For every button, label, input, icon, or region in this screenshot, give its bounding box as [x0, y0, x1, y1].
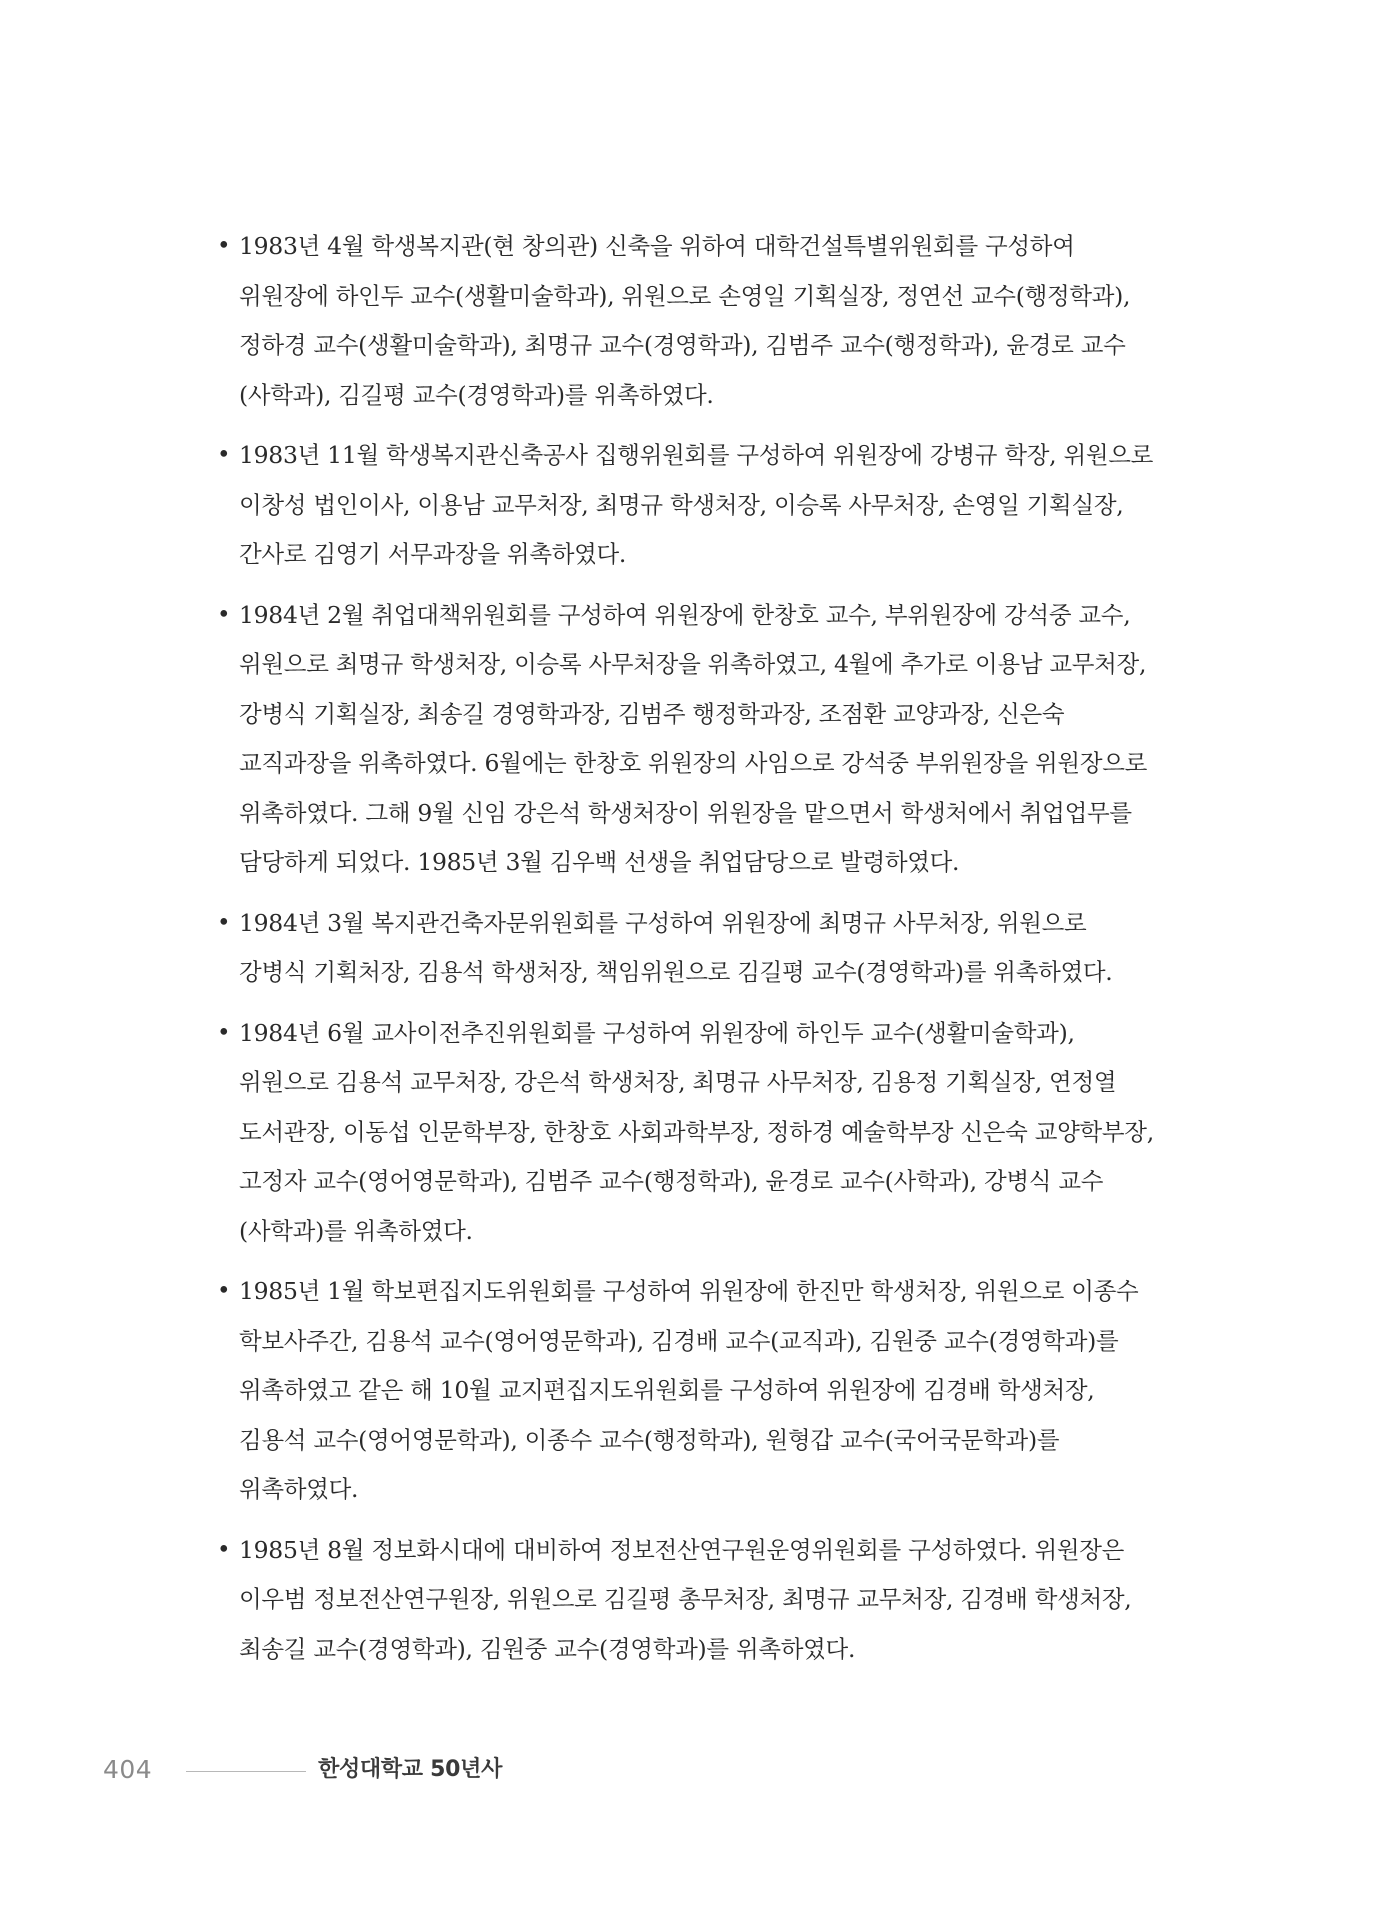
paragraph-text: 1985년 8월 정보화시대에 대비하여 정보전산연구원운영위원회를 구성하였다. 위원장은 이우범 정보전산연구원장, 위원으로 김길평 총무처장, 최명규 교무처장, 김경배 학생처장, 최송길 교수(경영학과), 김원중 교수(경영학과)를 위촉하였다.: [239, 1535, 1132, 1663]
list-item: [217, 899, 1155, 998]
document-body: [217, 222, 1155, 1685]
bullet-icon: •: [217, 909, 231, 936]
bullet-icon: •: [217, 601, 231, 628]
paragraph-text: 1984년 6월 교사이전추진위원회를 구성하여 위원장에 하인두 교수(생활미술학과), 위원으로 김용석 교무처장, 강은석 학생처장, 최명규 사무처장, 김용정 기획실장, 연정열 도서관장, 이동섭 인문학부장, 한창호 사회과학부장, 정하경 예술학부장 신은숙 교양학부장, 고정자 교수(영어영문학과), 김범주 교수(행정학과), 윤경로 교수(사학과), 강병식 교수(사학과)를 위촉하였다.: [239, 1018, 1154, 1245]
list-item: [217, 431, 1155, 580]
list-item: [217, 1009, 1155, 1257]
list-item: [217, 1267, 1155, 1515]
paragraph-text: 1983년 4월 학생복지관(현 창의관) 신축을 위하여 대학건설특별위원회를 구성하여 위원장에 하인두 교수(생활미술학과), 위원으로 손영일 기획실장, 정연선 교수(행정학과), 정하경 교수(생활미술학과), 최명규 교수(경영학과), 김범주 교수(행정학과), 윤경로 교수(사학과), 김길평 교수(경영학과)를 위촉하였다.: [239, 232, 1131, 409]
page-number: 404: [103, 1755, 153, 1784]
book-title: 한성대학교 50년사: [318, 1757, 503, 1782]
bullet-icon: •: [217, 442, 231, 468]
bullet-icon: •: [217, 1019, 231, 1046]
paragraph-text: 1985년 1월 학보편집지도위원회를 구성하여 위원장에 한진만 학생처장, 위원으로 이종수 학보사주간, 김용석 교수(영어영문학과), 김경배 교수(교직과), 김원중 교수(경영학과)를 위촉하였고 같은 해 10월 교지편집지도위원회를 구성하여 위원장에 김경배 학생처장, 김용석 교수(영어영문학과), 이종수 교수(행정학과), 원형갑 교수(국어국문학과)를 위촉하였다.: [239, 1277, 1139, 1503]
paragraph-text: 1984년 3월 복지관건축자문위원회를 구성하여 위원장에 최명규 사무처장, 위원으로 강병식 기획처장, 김용석 학생처장, 책임위원으로 김길평 교수(경영학과)를 위촉하였다.: [239, 908, 1113, 986]
footer-divider: [186, 1771, 306, 1772]
list-item: [217, 591, 1155, 888]
list-item: [217, 222, 1155, 420]
list-item: [217, 1526, 1155, 1675]
bullet-icon: •: [217, 1278, 231, 1304]
paragraph-text: 1983년 11월 학생복지관신축공사 집행위원회를 구성하여 위원장에 강병규 학장, 위원으로 이창성 법인이사, 이용남 교무처장, 최명규 학생처장, 이승록 사무처장, 손영일 기획실장, 간사로 김영기 서무과장을 위촉하였다.: [239, 441, 1154, 568]
paragraph-text: 1984년 2월 취업대책위원회를 구성하여 위원장에 한창호 교수, 부위원장에 강석중 교수, 위원으로 최명규 학생처장, 이승록 사무처장을 위촉하였고, 4월에 추가로 이용남 교무처장, 강병식 기획실장, 최송길 경영학과장, 김범주 행정학과장, 조점환 교양과장, 신은숙 교직과장을 위촉하였다. 6월에는 한창호 위원장의 사임으로 강석중 부위원장을 위원장으로 위촉하였다. 그해 9월 신임 강은석 학생처장이 위원장을 맡으면서 학생처에서 취업업무를 담당하게 되었다. 1985년 3월 김우백 선생을 취업담당으로 발령하였다.: [239, 600, 1148, 876]
page-footer: [103, 1752, 703, 1792]
bullet-icon: •: [217, 1536, 231, 1563]
bullet-icon: •: [217, 233, 231, 259]
